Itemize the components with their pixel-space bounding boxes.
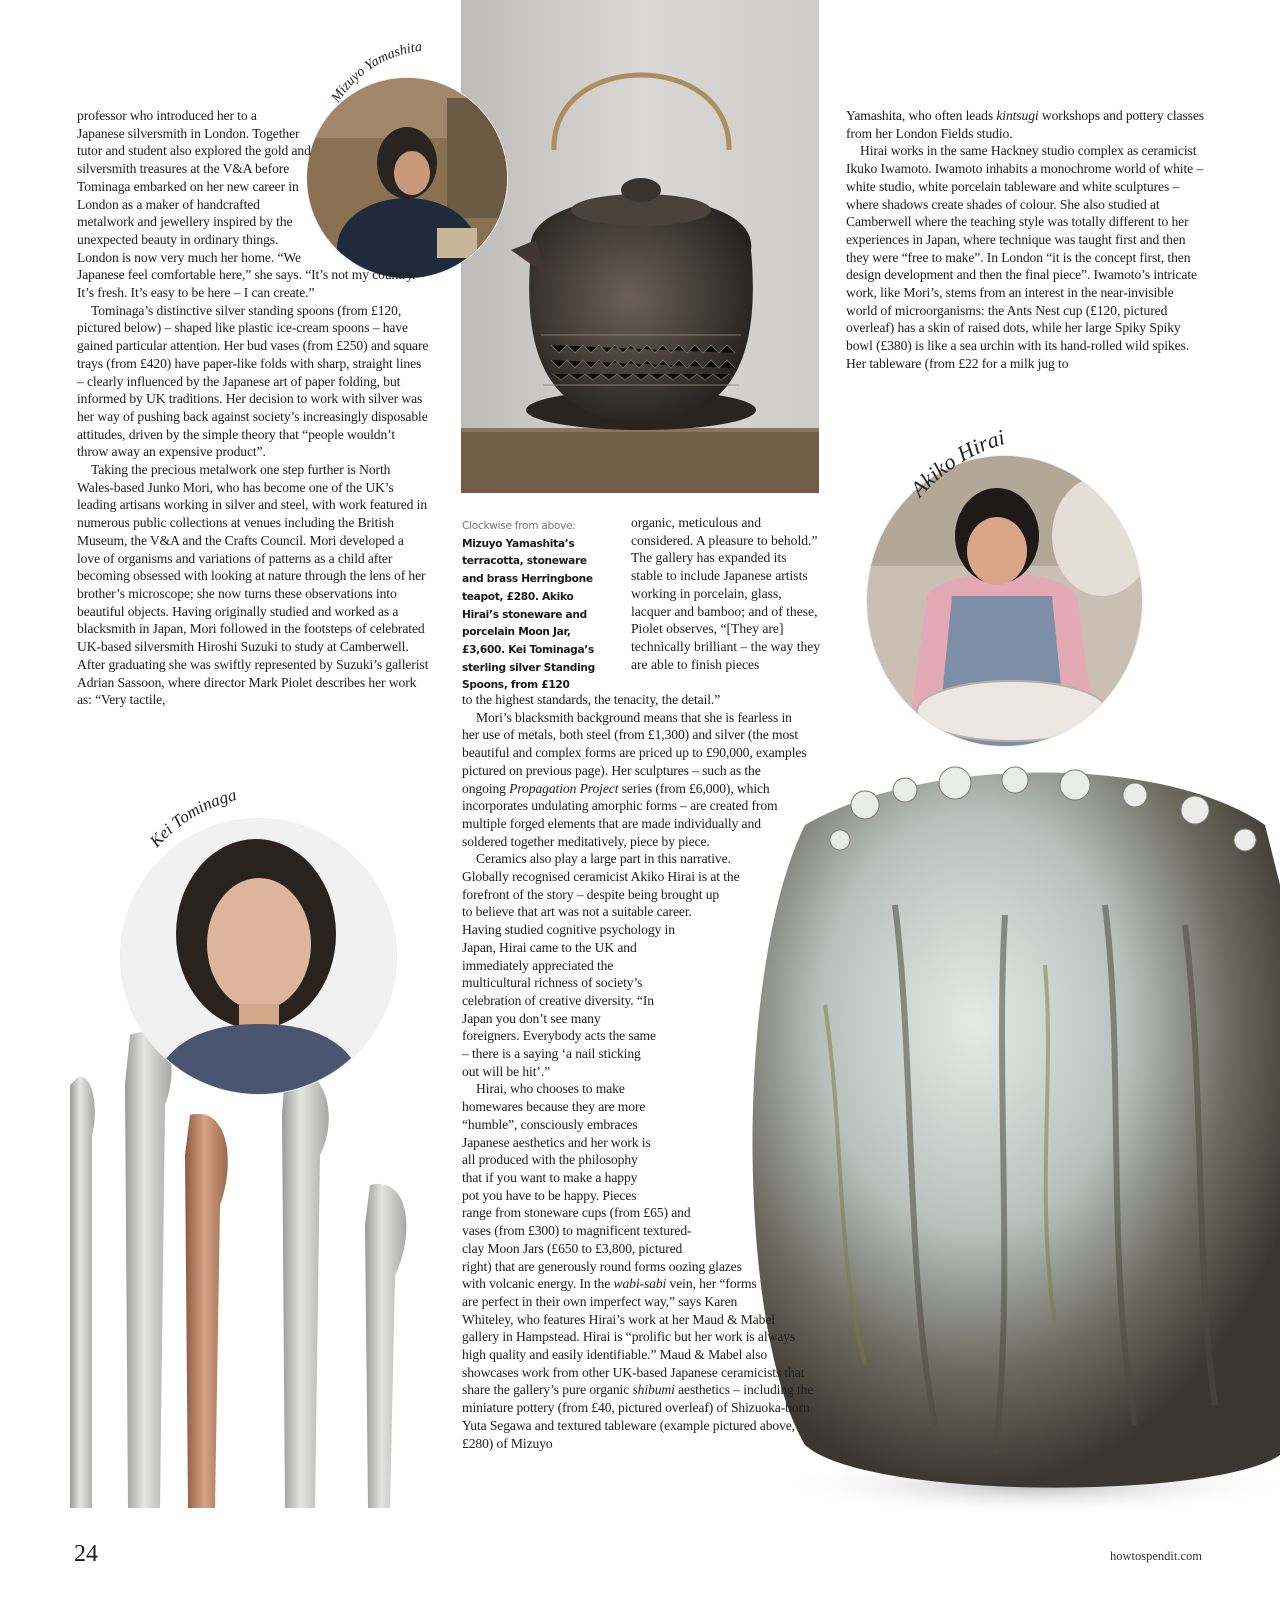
col2-paragraph-1-end: to the highest standards, the tenacity, the detail.” [462, 692, 721, 707]
page-number: 24 [74, 1541, 98, 1567]
svg-text:Mizuyo Yamashita: Mizuyo Yamashita [328, 39, 423, 106]
svg-text:Akiko Hirai: Akiko Hirai [905, 424, 1008, 502]
moon-jar-photo [745, 765, 1280, 1515]
col1-paragraph-3: Taking the precious metalwork one step further is North Wales-based Junko Mori, who has become one of the UK’s leading artisans working in silver and steel, with work featured in numerous public collections at venues including the British Museum, the V&A and the Crafts Council. Mori developed a love of organisms and variations of patterns as a child after becoming obsessed with looking at nature through the lens of her brother’s microscope; she now turns these observations into beautiful objects. Having originally studied and worked as a blacksmith in Japan, Mori followed in the footsteps of celebrated UK-based silversmith Hiroshi Suzuki to study at Camberwell. After graduating she was swiftly represented by Suzuki’s gallerist Adrian Sassoon, where director Mark Piolet describes her work as: “Very tactile, [77, 462, 429, 708]
label-tominaga [145, 778, 345, 868]
col3-paragraph-1: Yamashita, who often leads kintsugi workshops and pottery classes from her London Fields studio. [846, 108, 1204, 141]
col2-paragraph-2: Mori’s blacksmith background means that she is fearless in her use of metals, both steel (from £1,300) and silver (the most beautiful and complex forms are priced up to £90,000, examples pictured on previous page). Her sculptures – such as the ongoing Propagation Project series (from £6,000), which incorporates undulating amorphic forms – are created from multiple forged elements that are made individually and soldered together meditatively, piece by piece. [462, 709, 807, 849]
label-hirai [900, 420, 1120, 510]
article-column-2 [462, 691, 817, 1452]
spoons-photo [70, 1025, 450, 1508]
col3-paragraph-2: Hirai works in the same Hackney studio complex as ceramicist Ikuko Iwamoto. Iwamoto inhabits a monochrome world of white – white studio, white porcelain tableware and white sculptures – where shadows create shades of colour. She also studied at Camberwell where the teaching style was totally different to her experiences in Japan, where technique was taught first and then they were “free to make”. In London “it is the concept first, then design development and then the final piece”. Iwamoto’s intricate work, like Mori’s, stems from an interest in the near-invisible world of microorganisms: the Ants Nest cup (£120, pictured overleaf) has a skin of raised dots, while her large Spiky Spiky bowl (£380) is like a sea urchin with its hand-rolled wild spikes. Her tableware (from £22 for a milk jug to [846, 143, 1204, 371]
article-column-2-top [631, 514, 821, 673]
col2-paragraph-4: Hirai, who chooses to make homewares because they are more “humble”, consciously embraces Japanese aesthetics and her work is all produced with the philosophy that if you want to make a happy pot you have to be happy. Pieces range from stoneware cups (from £65) and vases (from £300) to magnificent textured-clay Moon Jars (£650 to £3,800, pictured right) that are generously round forms oozing glazes with volcanic energy. In the wabi-sabi vein, her “forms are perfect in their own imperfect way,” says Karen Whiteley, who features Hirai’s work at her Maud & Mabel gallery in Hampstead. Hirai is “prolific but her work is always high quality and easily identifiable.” Maud & Mabel also showcases work from other UK-based Japanese ceramicists that share the gallery’s pure organic shibumi aesthetics – including the miniature pottery (from £40, pictured overleaf) of Shizuoka-born Yuta Segawa and textured tableware (example pictured above, £280) of Mizuyo [462, 1081, 814, 1451]
caption-lead: Clockwise from above: [462, 520, 576, 532]
col2-top-paragraph: organic, meticulous and considered. A pleasure to behold.” The gallery has expanded its stable to include Japanese artists working in porcelain, glass, lacquer and bamboo; and of these, Piolet observes, “[They are] technically brilliant – the way they are able to finish pieces [631, 515, 821, 672]
col2-paragraph-3: Ceramics also play a large part in this narrative. Globally recognised ceramicist Akiko Hirai is at the forefront of the story – despite being brought up to believe that art was not a suitable career. Having studied cognitive psychology in Japan, Hirai came to the UK and immediately appreciated the multicultural richness of society’s celebration of creative diversity. “In Japan you don’t see many foreigners. Everybody acts the same – there is a saying ‘a nail sticking out will be hit’.” [462, 851, 740, 1079]
site-url: howtospendit.com [1109, 1549, 1202, 1563]
article-column-3 [846, 107, 1206, 373]
caption-body: Mizuyo Yamashita’s terracotta, stoneware and brass Herringbone teapot, £280. Akiko Hirai’s stoneware and porcelain Moon Jar, £3,600. Kei Tominaga’s sterling silver Standing Spoons, from £120 [462, 537, 595, 692]
col1-paragraph-1: professor who introduced her to a Japanese silversmith in London. Together tutor and student also explored the gold and silversmith treasures at the V&A before Tominaga embarked on her new career in London as a maker of handcrafted metalwork and jewellery inspired by the unexpected beauty in ordinary things. London is now very much her home. “We Japanese feel comfortable here,” she says. “It’s not my country. It’s fresh. It’s easy to be here – I can create.” [77, 108, 416, 301]
article-column-1 [77, 107, 429, 709]
photo-caption [462, 518, 610, 695]
svg-text:Kei Tominaga: Kei Tominaga [145, 785, 239, 851]
col1-paragraph-2: Tominaga’s distinctive silver standing spoons (from £120, pictured below) – shaped like plastic ice-cream spoons – have gained particular attention. Her bud vases (from £250) and square trays (from £420) have paper-like folds with sharp, straight lines – clearly influenced by the Japanese art of paper folding, but informed by UK traditions. Her decision to work with silver was her way of pushing back against society’s increasingly disposable attitudes, driven by the simple theory that “people wouldn’t throw away an expensive product”. [77, 302, 429, 460]
